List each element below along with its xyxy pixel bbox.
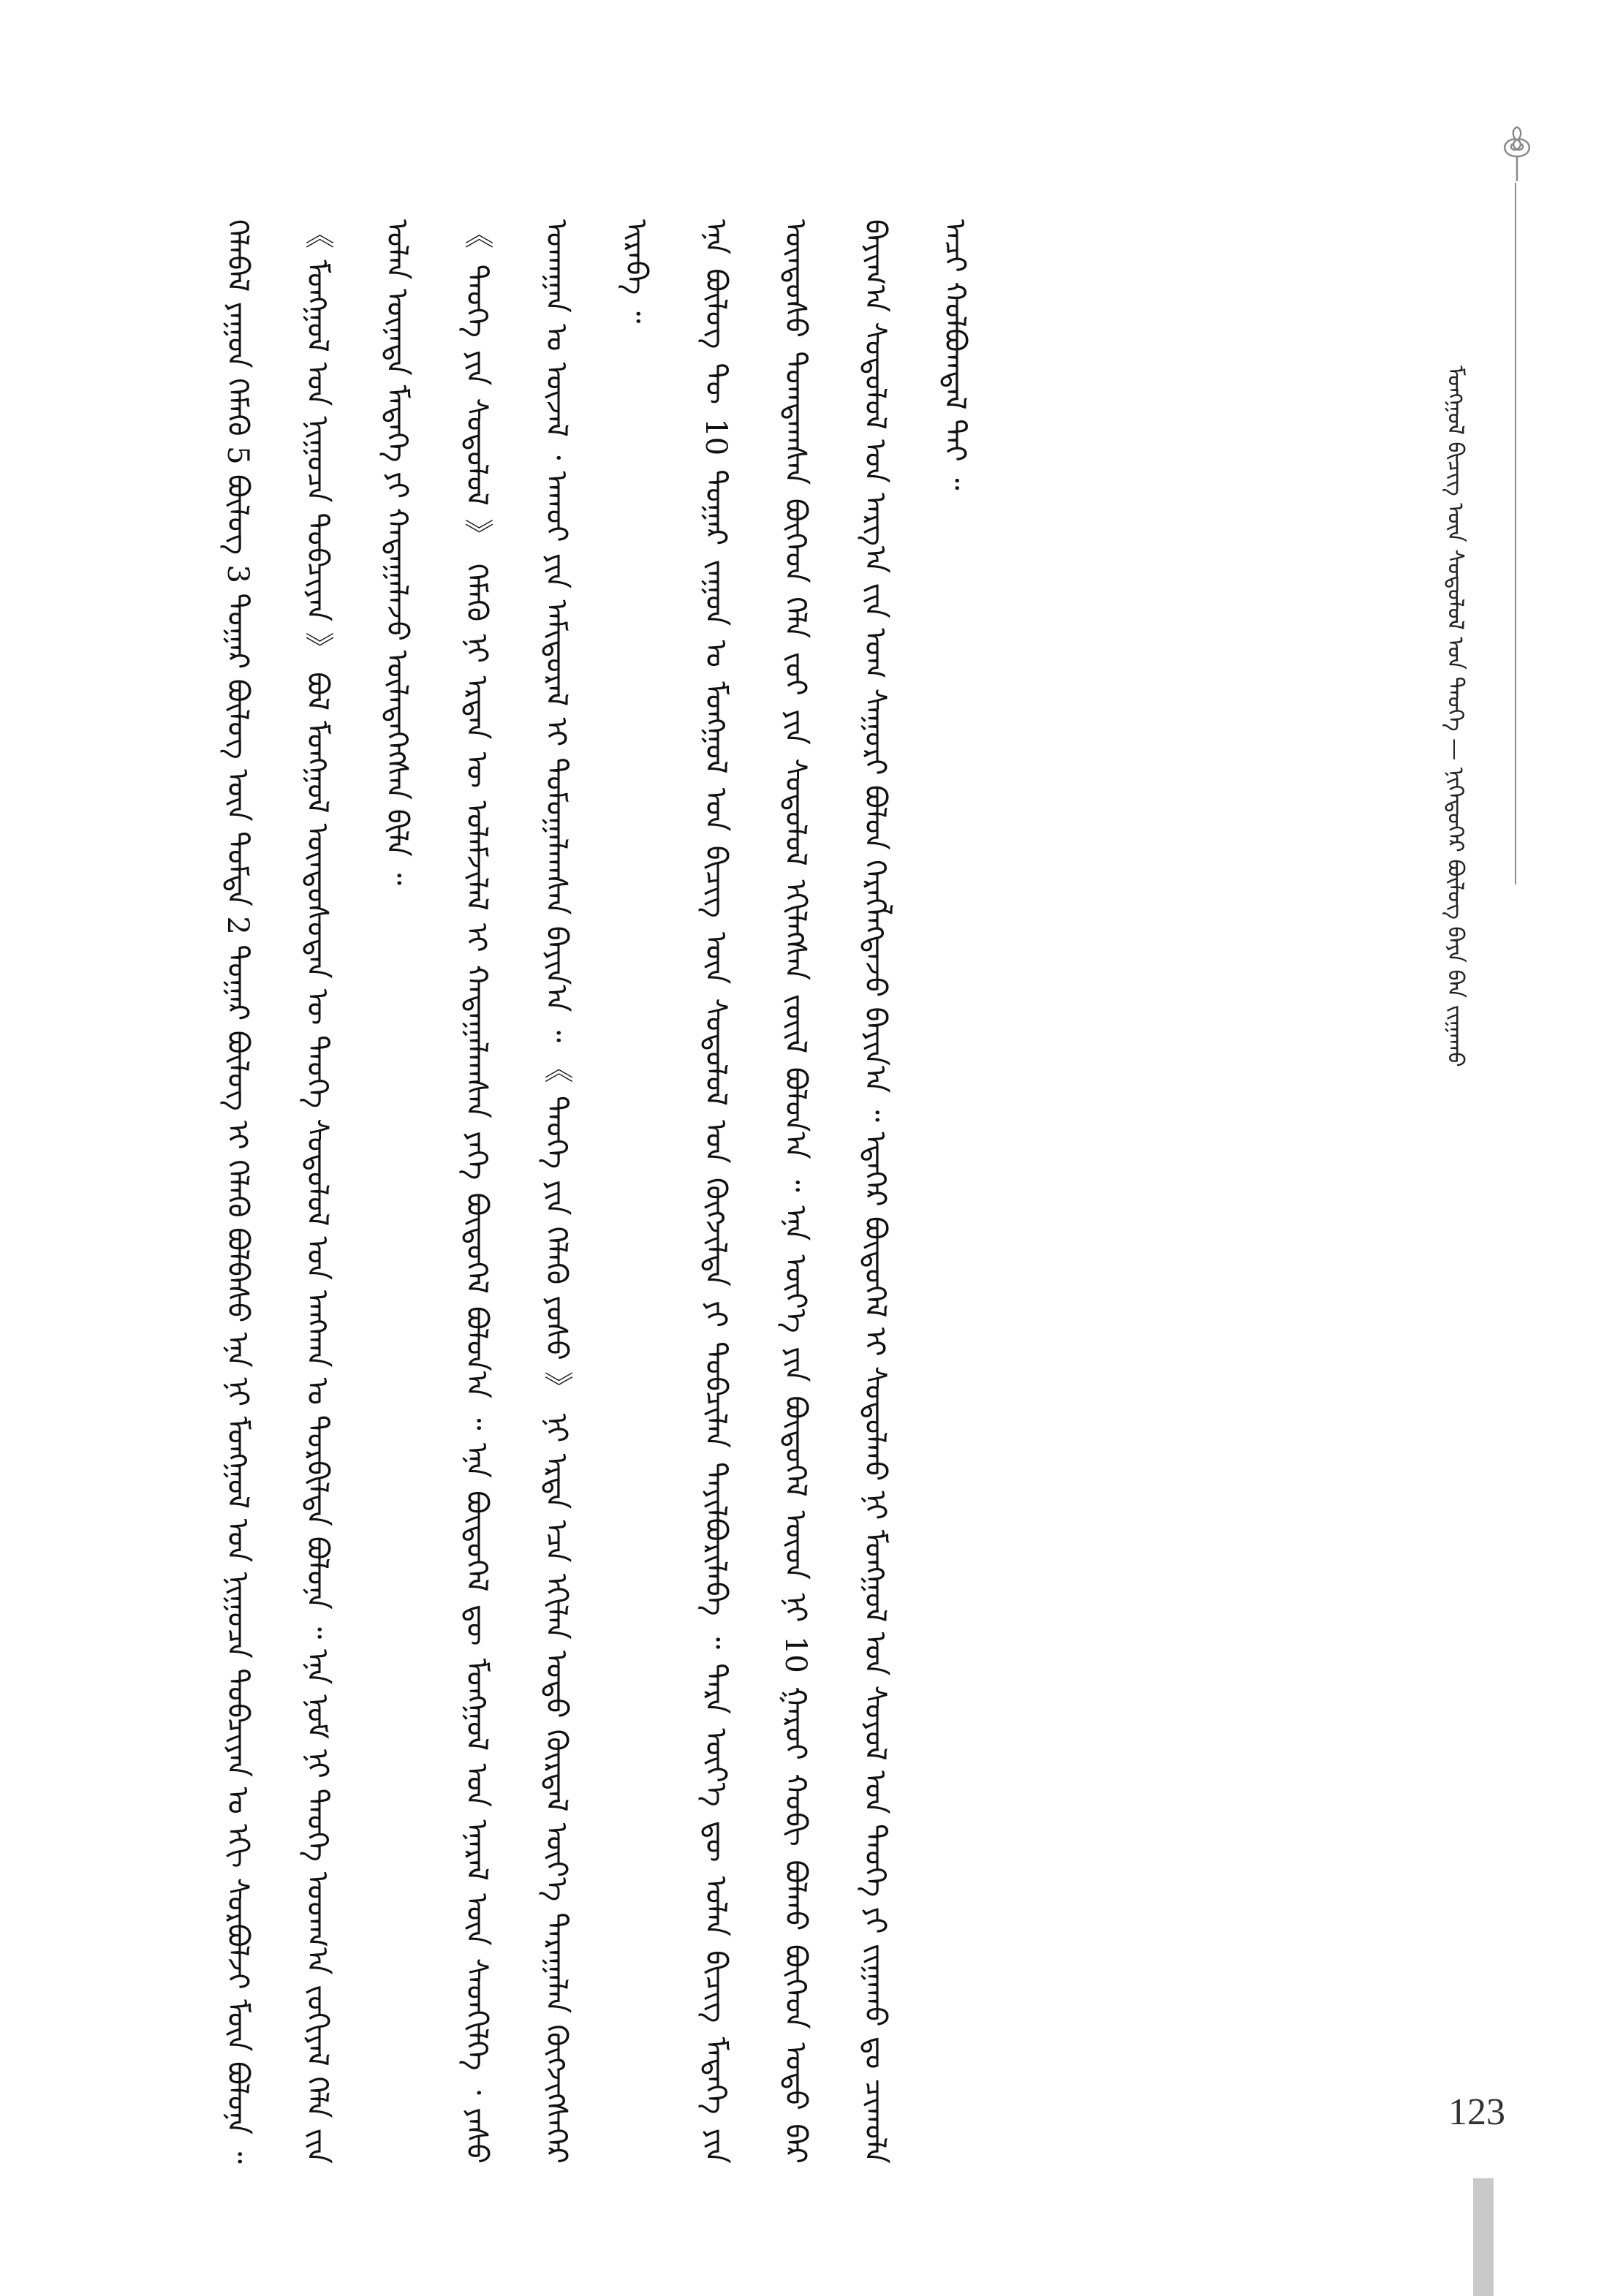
decorative-ornament-icon <box>1495 124 1539 183</box>
header-rule <box>1515 183 1516 884</box>
running-header: ᠮᠣᠩᠭᠣᠯ ᠪᠢᠴᠢᠭ ᠦᠨ ᠰᠤᠳᠤᠯᠤᠯ ᠤᠨ ᠲᠡᠦᠬᠡ — ᠨᠢᠭᠡᠳᠦᠭᠡᠷ ᠪᠦᠯᠦᠭ ᠪᠡᠶᠡ ᠪᠠᠨ ᠵᠢᠭᠠᠬᠤ <box>1442 365 1468 1067</box>
edge-tab-marker <box>1473 2178 1494 2296</box>
page-number: 123 <box>1448 2091 1505 2133</box>
paragraph: ᠡᠨᠡ ᠪᠦᠯᠦᠭ ᠲᠦ 10 ᠳᠤᠭᠠᠷ ᠵᠠᠭᠤᠨ ᠤ ᠮᠣᠩᠭᠣᠯ ᠤᠨ ᠪᠢᠴᠢᠭ ᠦᠨ ᠰᠤᠳᠤᠯᠤᠯ ᠤᠨ ᠬᠥᠭᠵᠢᠯᠲᠡ ᠶᠢ ᠲᠣᠪᠴᠢᠯᠠᠨ ᠲᠠᠶᠢᠯᠪᠤᠷᠢᠯᠠᠪᠠ ᠃ ᠲᠡᠷᠡ ᠦᠶ᠎ᠡ ᠳᠦ ᠣᠯᠠᠨ ᠪᠢᠴᠢᠭ ᠮᠡᠳᠡᠭᠡ ᠶᠢᠨ ᠦᠨᠳᠦᠰᠦ ᠲᠣᠭᠲᠠᠭᠰᠠᠨ ᠪᠥᠭᠡᠳ ᠬᠡᠯᠡ ᠵᠤᠢ ᠶᠢᠨ ᠰᠤᠳᠤᠯᠤᠯ ᠡᠬᠢᠯᠡᠭᠰᠡᠨ ᠵᠦᠢᠯ ᠪᠣᠯᠤᠨ᠎ᠠ ᠃ ᠡᠨᠡ ᠦᠶ᠎ᠡ ᠶᠢᠨ ᠪᠦᠲᠦᠭᠡᠯ ᠦᠳ ᠨᠢ 10 ᠭᠠᠷᠤᠢ ᠬᠤᠪᠢ ᠪᠣᠯᠬᠤ ᠪᠥᠭᠡᠳ ᠣᠳᠣ ᠪᠠᠷ ᠪᠠᠶᠢᠭ᠎ᠠ ᠰᠤᠳᠤᠯᠤᠯ ᠤᠨ ᠠᠷᠭ᠎ᠠ ᠵᠢᠨ ᠤᠭ ᠰᠠᠭᠤᠷᠢ ᠪᠣᠯᠤᠨ ᠬᠡᠷᠡᠭᠯᠡᠭᠳᠡᠵᠦ ᠪᠠᠶᠢᠨ᠎ᠠ ᠃ ᠡᠳᠡᠭᠡᠷ ᠪᠦᠲᠦᠭᠡᠯ ᠢ ᠰᠤᠳᠤᠯᠬᠤ ᠨᠢ ᠮᠣᠩᠭᠣᠯ ᠤᠨ ᠰᠣᠶᠣᠯ ᠤᠨ ᠲᠡᠦᠬᠡ ᠶᠢ ᠵᠢᠭᠠᠬᠤ ᠳᠤ ᠴᠢᠬᠤᠯᠠ ᠠᠴᠢ ᠬᠣᠯᠪᠣᠭᠳᠠᠯ ᠲᠠᠢ ᠃ <box>699 219 972 2164</box>
paragraph: 《 ᠲᠡᠦᠬᠡ ᠶᠢᠨ ᠰᠤᠳᠤᠯᠤᠯ 》 ᠬᠡᠮᠡᠬᠦ ᠨᠢ ᠡᠷᠲᠡᠨ ᠦ ᠤᠯᠠᠮᠵᠢᠯᠠᠯ ᠢ ᠬᠠᠳᠠᠭᠠᠯᠠᠭᠰᠠᠨ ᠶᠡᠬᠡ ᠪᠦᠲᠦᠭᠡᠯ ᠪᠣᠯᠤᠨ᠎ᠠ ᠃ ᠡᠨᠡ ᠪᠦᠲᠦᠭᠡᠯ ᠳᠦ ᠮᠣᠩᠭᠣᠯ ᠤᠨ ᠡᠨᠡᠷᠡᠯ ᠦᠨ ᠰᠡᠳᠬᠢᠯᠭᠡ ᠂ ᠶᠠᠰᠤ ᠤᠬᠠᠭᠠᠨ ᠤ ᠦᠵᠡᠯ ᠂ ᠠᠬᠤᠢ ᠶᠢᠨ ᠠᠮᠢᠳᠤᠷᠠᠯ ᠢ ᠲᠤᠮᠤᠭᠠᠯᠠᠭᠰᠠᠨ ᠪᠠᠶᠢᠨ᠎ᠠ ᠃ 《 ᠲᠡᠦᠬᠡ ᠶᠢᠨ ᠬᠡᠯᠡᠬᠦ ᠶᠤᠰᠤ 》 ᠨᠢ ᠡᠷᠲᠡ ᠡᠴᠡ ᠡᠬᠢᠯᠡᠨ ᠣᠳᠣ ᠬᠦᠷᠲᠡᠯ ᠦᠶ᠎ᠡ ᠳᠠᠷᠠᠭᠠᠯᠠᠨ ᠬᠥᠭᠵᠢᠭᠰᠡᠭᠡᠷ ᠢᠷᠡᠪᠡ ᠃ <box>460 219 653 2164</box>
paragraph: ᠬᠡᠯᠡᠪᠡᠯ ᠶᠠᠭᠤᠨ ᠬᠡᠮᠡᠬᠦ 5 ᠪᠦᠯᠦᠭ 3 ᠳᠤᠭᠠᠷ ᠪᠦᠯᠦᠭ ᠦᠨ ᠳᠤᠮᠳᠠ 2 ᠳᠤᠭᠠᠷ ᠪᠦᠯᠦᠭ ᠢ ᠬᠡᠯᠡᠬᠦ ᠪᠣᠯᠪᠠᠰᠤ ᠡᠨᠡ ᠨᠢ ᠮᠣᠩᠭᠣᠯ ᠤᠨ ᠨᠢᠭᠤᠴᠠ ᠲᠣᠪᠴᠢᠶᠠᠨ ᠤ ᠡᠬᠢ ᠰᠤᠷᠪᠤᠯᠵᠢ ᠮᠥᠨ ᠪᠣᠯᠤᠨᠠ ᠃ 《 ᠮᠣᠩᠭᠣᠯ ᠤᠨ ᠨᠢᠭᠤᠴᠠ ᠲᠣᠪᠴᠢᠶᠠᠨ 》 ᠪᠣᠯ ᠮᠣᠩᠭᠣᠯ ᠦᠨᠳᠦᠰᠦᠲᠡᠨ ᠦ ᠲᠡᠦᠬᠡ ᠰᠤᠳᠤᠯᠤᠯ ᠤᠨ ᠠᠩᠬᠠᠨ ᠤ ᠲᠤᠷᠪᠢᠯᠲᠠ ᠪᠣᠯᠤᠨᠠ ᠃ ᠡᠨᠡ ᠨᠣᠮ ᠨᠢ ᠲᠡᠦᠬᠡ ᠤᠳᠬ᠎ᠠ ᠵᠣᠬᠢᠶᠠᠯ ᠬᠡᠯᠡ ᠵᠢᠨ ᠣᠯᠠᠨ ᠦᠨᠡᠲᠡ ᠮᠡᠳᠡᠭᠡ ᠶᠢ ᠬᠠᠳᠠᠭᠠᠯᠠᠵᠤ ᠦᠯᠡᠳᠡᠭᠡᠭᠰᠡᠨ ᠪᠢᠯᠡ ᠃ <box>221 219 414 2164</box>
body-text <box>197 219 1418 2164</box>
